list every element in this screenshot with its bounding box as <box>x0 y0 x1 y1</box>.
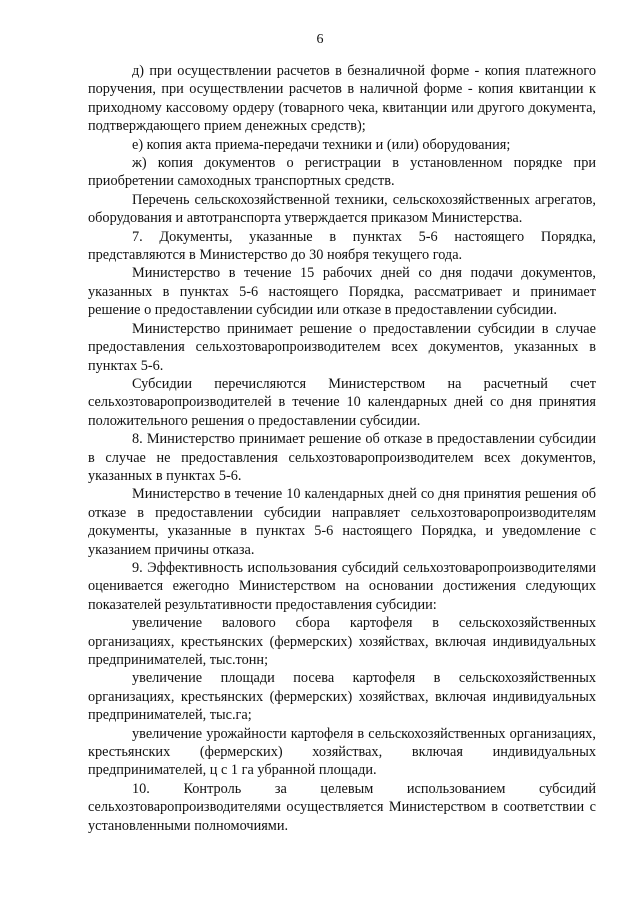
paragraph-review-period: Министерство в течение 15 рабочих дней со дня подачи документов, указанных в пунктах 5-6 настоящего Порядка, рассматривает и принимает решение о предоставлении субсидии или отказе в предоставлении субсидии. <box>88 265 596 319</box>
paragraph-8-refusal-decision: 8. Министерство принимает решение об отказе в предоставлении субсидии в случае не предоставления сельхозтоваропроизводителем всех документов, указанных в пунктах 5-6. <box>88 431 596 484</box>
page-number: 6 <box>316 32 324 47</box>
paragraph-zh-registration-documents: ж) копия документов о регистрации в установленном порядке при приобретении самоходных транспортных средств. <box>88 155 596 190</box>
indicator-gross-harvest: увеличение валового сбора картофеля в сельскохозяйственных организациях, крестьянских (фермерских) хозяйствах, включая индивидуальных предпринимателей, тыс.тонн; <box>88 615 596 668</box>
paragraph-d-payment-copy: д) при осуществлении расчетов в безналичной форме - копия платежного поручения, при осуществлении расчетов в наличной форме - копия квитанции к приходному кассовому ордеру (товарного чека, квитанции или другого документа, подтверждающего прием денежных средств); <box>88 63 596 135</box>
paragraph-9-effectiveness: 9. Эффективность использования субсидий сельхозтоваропроизводителями оценивается ежегодно Министерством на основании достижения следующих показателей результативности предоставления субсидии: <box>88 559 596 613</box>
indicator-yield: увеличение урожайности картофеля в сельскохозяйственных организациях, крестьянских (фермерских) хозяйствах, включая индивидуальных предпринимателей, ц с 1 га убранной площади. <box>88 725 596 779</box>
document-body <box>88 62 596 835</box>
paragraph-e-acceptance-act: е) копия акта приема-передачи техники и (или) оборудования; <box>132 136 511 153</box>
indicator-planting-area: увеличение площади посева картофеля в сельскохозяйственных организациях, крестьянских (фермерских) хозяйствах, включая индивидуальных предпринимателей, тыс.га; <box>88 670 596 724</box>
paragraph-approval-decision: Министерство принимает решение о предоставлении субсидии в случае предоставления сельхозтоваропроизводителем всех документов, указанных в пунктах 5-6. <box>88 320 596 374</box>
paragraph-refusal-notice: Министерство в течение 10 календарных дней со дня принятия решения об отказе в предоставлении субсидии направляет сельхозтоваропроизводителям документы, указанные в пунктах 5-6 настоящего Порядка, и уведомление с указанием причины отказа. <box>88 486 596 558</box>
paragraph-7-submission-deadline: 7. Документы, указанные в пунктах 5-6 настоящего Порядка, представляются в Министерство до 30 ноября текущего года. <box>88 228 596 264</box>
paragraph-subsidy-transfer: Субсидии перечисляются Министерством на расчетный счет сельхозтоваропроизводителей в течение 10 календарных дней со дня принятия положительного решения о предоставлении субсидии. <box>88 375 596 429</box>
paragraph-10-control: 10. Контроль за целевым использованием субсидий сельхозтоваропроизводителями осуществляется Министерством в соответствии с установленными полномочиями. <box>88 780 596 834</box>
paragraph-equipment-list: Перечень сельскохозяйственной техники, сельскохозяйственных агрегатов, оборудования и автотранспорта утверждается приказом Министерства. <box>88 191 596 227</box>
